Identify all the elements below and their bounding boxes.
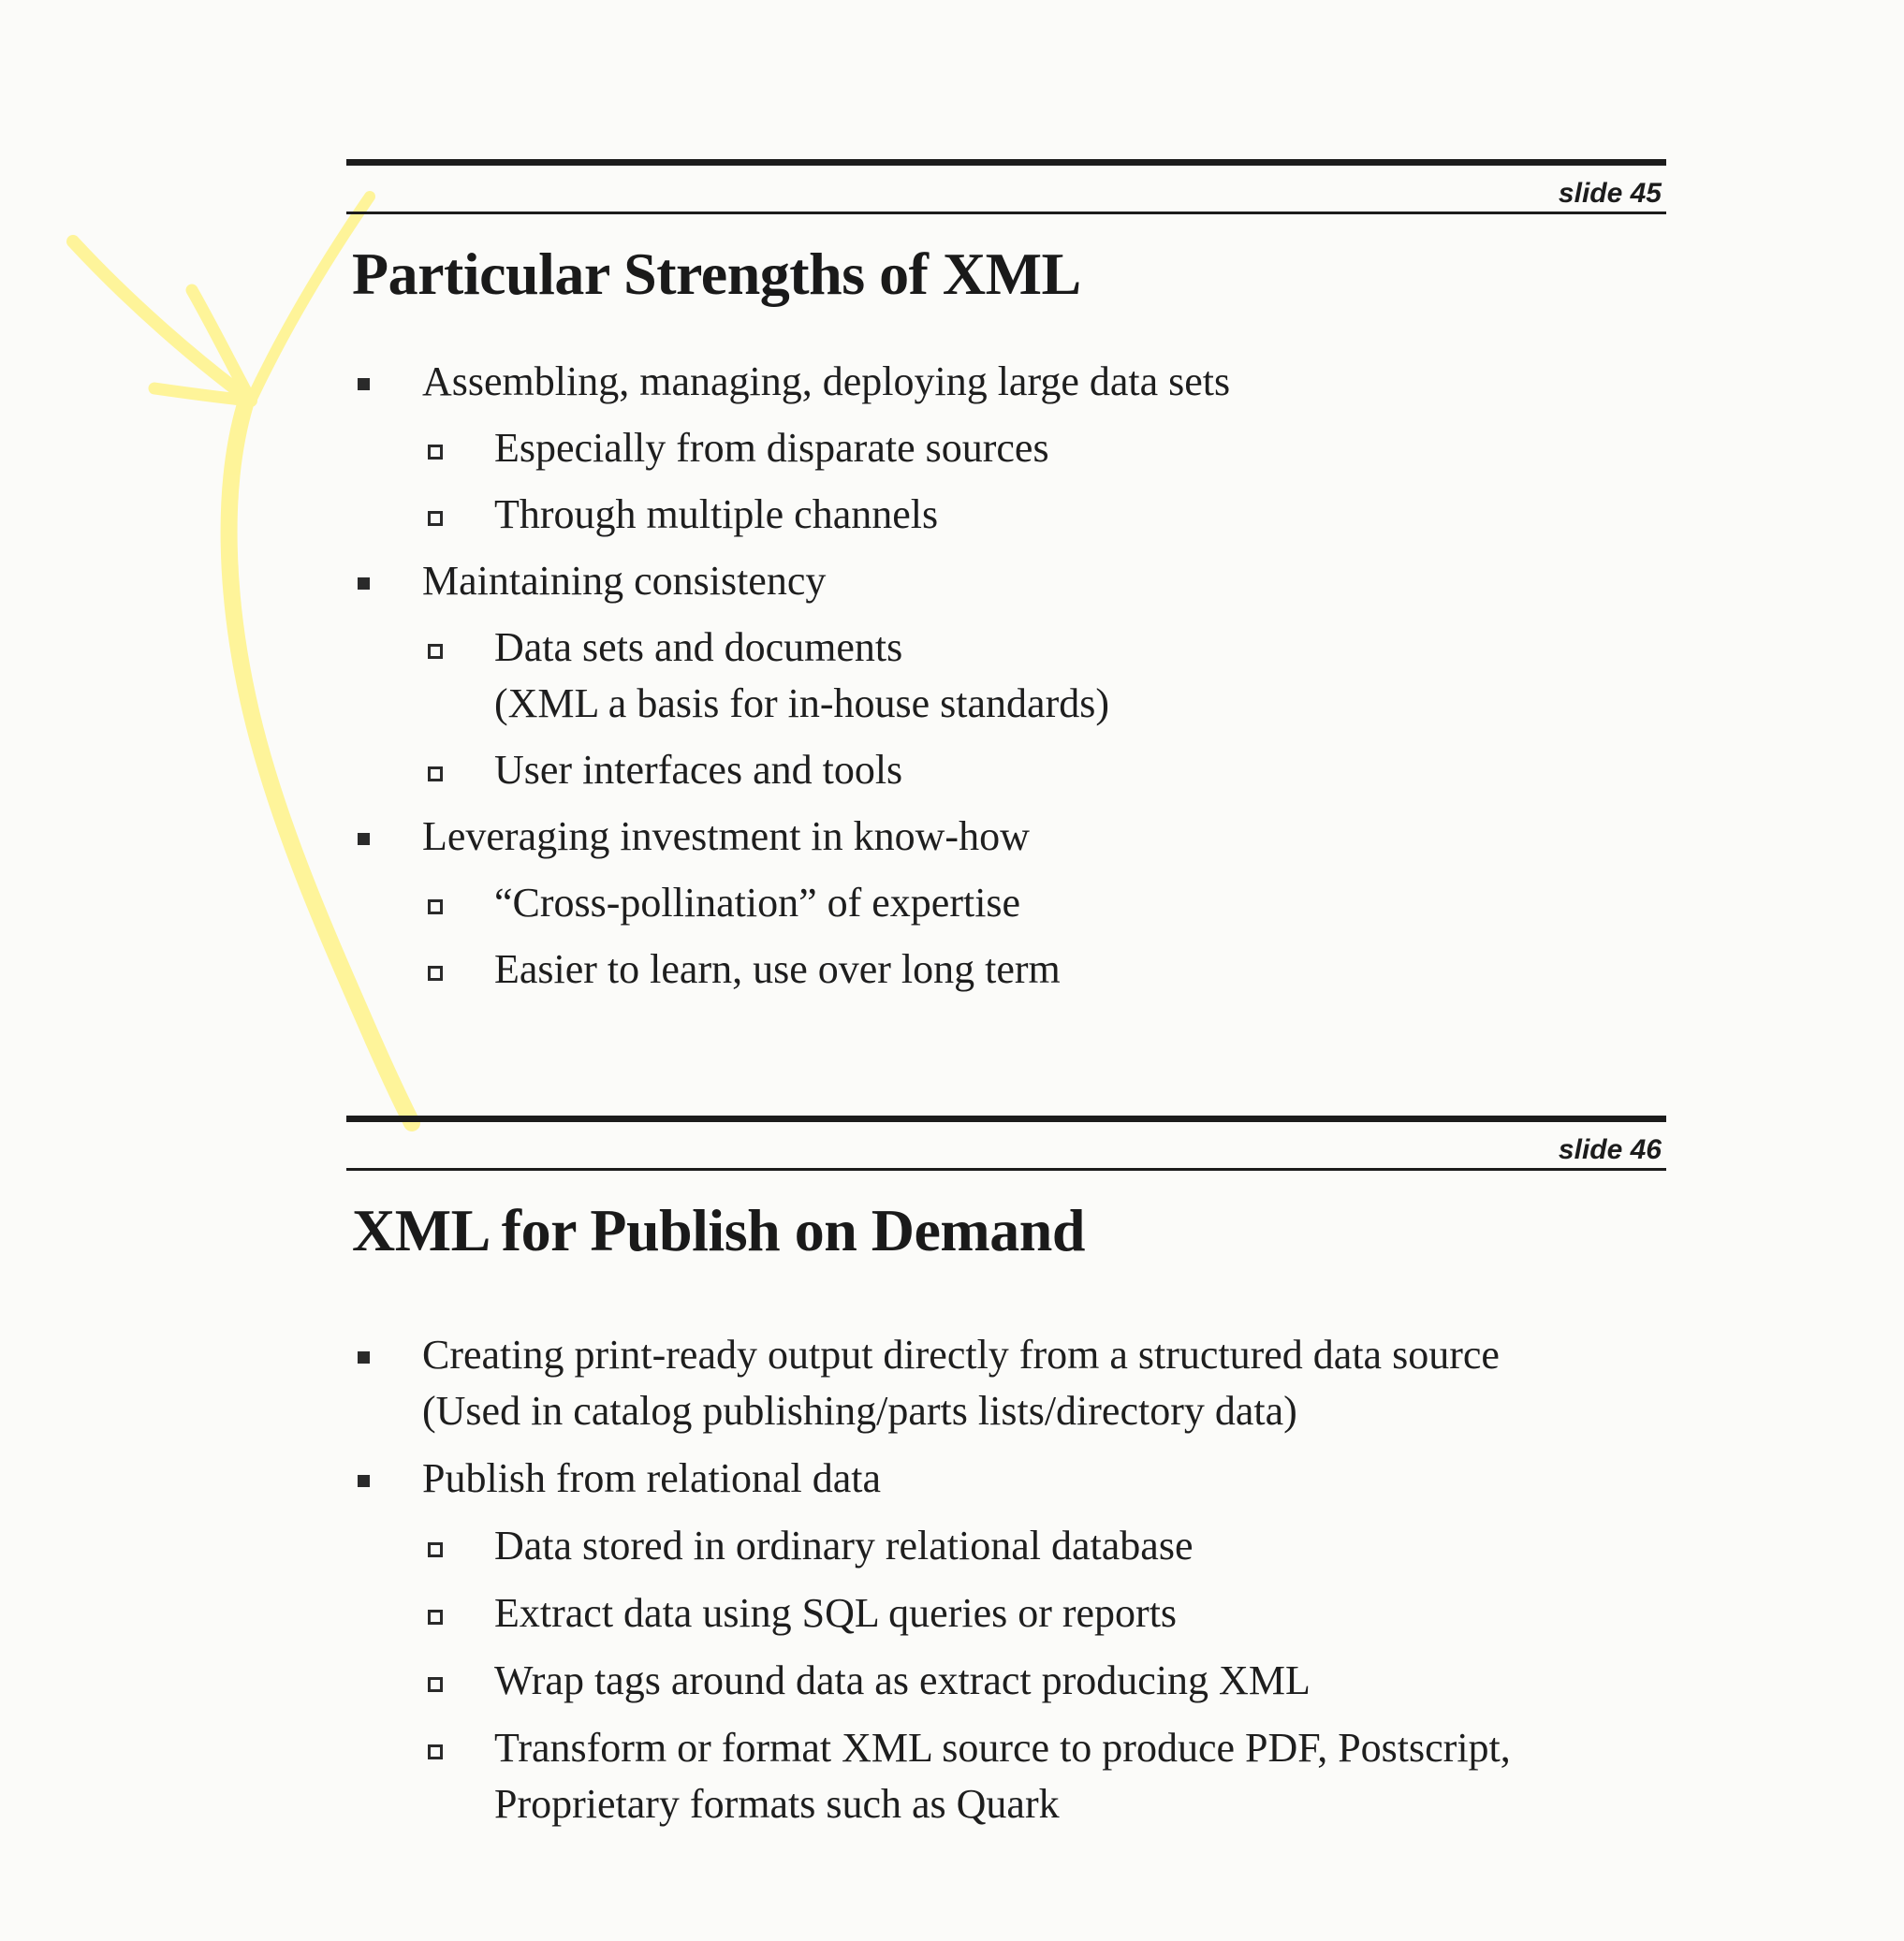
sub-bullet-item — [346, 487, 1666, 543]
highlighter-arrow-stem — [73, 241, 251, 401]
hollow-square-bullet-icon — [428, 644, 443, 659]
hollow-square-bullet-icon — [428, 1677, 443, 1692]
square-bullet-icon — [358, 833, 370, 845]
sub-bullet-item — [346, 1720, 1666, 1832]
bullet-item — [346, 1451, 1666, 1507]
highlighter-arrow-head-lower — [154, 388, 251, 401]
hollow-square-bullet-icon — [428, 1744, 443, 1759]
bullet-text-line: Maintaining consistency — [422, 558, 827, 604]
sub-bullet-item — [346, 875, 1666, 931]
sub-bullet-item — [346, 1585, 1666, 1642]
bullet-text-line: Publish from relational data — [422, 1455, 881, 1501]
slide-title: XML for Publish on Demand — [352, 1197, 1085, 1263]
hollow-square-bullet-icon — [428, 966, 443, 981]
bullet-text-line: Wrap tags around data as extract producing XML — [494, 1657, 1311, 1703]
hollow-square-bullet-icon — [428, 1610, 443, 1625]
slide-top-rule — [346, 159, 1666, 166]
bullet-text-line: Data sets and documents — [494, 624, 903, 670]
bullet-text-line: Leveraging investment in know-how — [422, 813, 1030, 859]
bullet-text-line: Data stored in ordinary relational database — [494, 1523, 1194, 1569]
bullet-text-line: User interfaces and tools — [494, 747, 903, 793]
sub-bullet-item — [346, 1653, 1666, 1709]
bullet-item — [346, 809, 1666, 865]
bullet-text-line: “Cross-pollination” of expertise — [494, 880, 1021, 926]
square-bullet-icon — [358, 378, 370, 390]
bullet-text-line: Creating print-ready output directly from a structured data source — [422, 1332, 1500, 1378]
bullet-list — [346, 354, 1666, 998]
slide-46 — [346, 1116, 1666, 1844]
bullet-text-line: Through multiple channels — [494, 491, 939, 537]
hollow-square-bullet-icon — [428, 445, 443, 460]
sub-bullet-item — [346, 1518, 1666, 1574]
slide-top-rule — [346, 1116, 1666, 1122]
bullet-item — [346, 553, 1666, 609]
bullet-list — [346, 1327, 1666, 1832]
slide-title: Particular Strengths of XML — [352, 241, 1081, 307]
bullet-text-line: Transform or format XML source to produce PDF, Postscript, — [494, 1725, 1511, 1771]
bullet-item — [346, 354, 1666, 410]
highlighter-arrow-head-upper — [192, 290, 251, 401]
bullet-text-line: Easier to learn, use over long term — [494, 946, 1061, 992]
hollow-square-bullet-icon — [428, 1542, 443, 1557]
square-bullet-icon — [358, 1351, 370, 1364]
sub-bullet-item — [346, 420, 1666, 476]
slide-number-label: slide 46 — [1558, 1134, 1662, 1165]
bullet-text-line: (Used in catalog publishing/parts lists/directory data) — [422, 1388, 1297, 1434]
slide-45 — [346, 159, 1666, 1008]
hollow-square-bullet-icon — [428, 899, 443, 914]
square-bullet-icon — [358, 1475, 370, 1487]
bullet-text-line: Proprietary formats such as Quark — [494, 1781, 1060, 1827]
slide-header-rule — [346, 1168, 1666, 1171]
sub-bullet-item — [346, 941, 1666, 998]
hollow-square-bullet-icon — [428, 766, 443, 781]
sub-bullet-item — [346, 620, 1666, 732]
square-bullet-icon — [358, 577, 370, 590]
slide-header-rule — [346, 212, 1666, 214]
bullet-text-line: (XML a basis for in-house standards) — [494, 680, 1109, 726]
bullet-text-line: Extract data using SQL queries or reports — [494, 1590, 1178, 1636]
hollow-square-bullet-icon — [428, 511, 443, 526]
bullet-text-line: Assembling, managing, deploying large data sets — [422, 358, 1231, 404]
bullet-item — [346, 1327, 1666, 1439]
bullet-text-line: Especially from disparate sources — [494, 425, 1049, 471]
slide-number-label: slide 45 — [1558, 178, 1662, 209]
sub-bullet-item — [346, 742, 1666, 798]
